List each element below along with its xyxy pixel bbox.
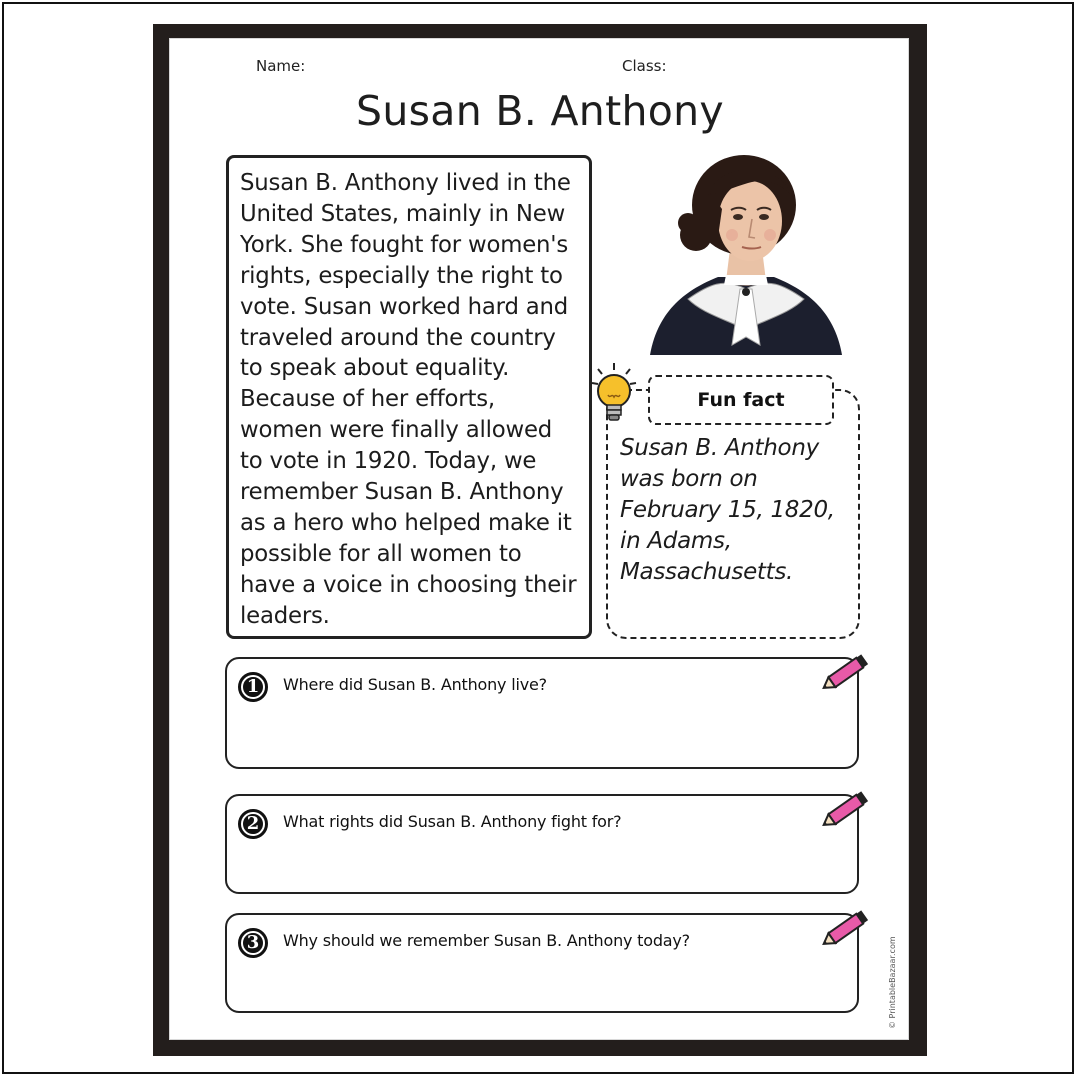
page-title: Susan B. Anthony <box>356 87 724 135</box>
portrait-image <box>648 149 844 355</box>
worksheet-frame <box>153 24 927 1056</box>
worksheet <box>169 38 909 1040</box>
fun-fact-text: Susan B. Anthony was born on February 15, 1820, in Adams, Massachusetts. <box>620 435 835 585</box>
class-label: Class: <box>622 57 667 75</box>
pencil-icon <box>817 905 873 953</box>
question-number-3: 3 <box>238 928 268 958</box>
pencil-icon <box>817 649 873 697</box>
copyright-notice: © PrintableBazaar.com <box>888 936 897 1029</box>
lightbulb-icon <box>590 361 640 425</box>
fun-fact-heading: Fun fact <box>648 375 834 425</box>
name-label: Name: <box>256 57 306 75</box>
reading-passage: Susan B. Anthony lived in the United States, mainly in New York. She fought for women's rights, especially the right to vote. Susan worked hard and traveled around the country to speak about equality. Because of her efforts, women were finally allowed to vote in 1920. Today, we remember Susan B. Anthony as a hero who helped make it possible for all women to have a voice in choosing their leaders. <box>226 155 592 639</box>
question-text-3: Why should we remember Susan B. Anthony today? <box>283 931 690 950</box>
question-number-2: 2 <box>238 809 268 839</box>
question-number-1: 1 <box>238 672 268 702</box>
question-box-2[interactable] <box>225 794 859 894</box>
question-box-1[interactable] <box>225 657 859 769</box>
pencil-icon <box>817 786 873 834</box>
question-box-3[interactable] <box>225 913 859 1013</box>
question-text-2: What rights did Susan B. Anthony fight for? <box>283 812 622 831</box>
question-text-1: Where did Susan B. Anthony live? <box>283 675 547 694</box>
